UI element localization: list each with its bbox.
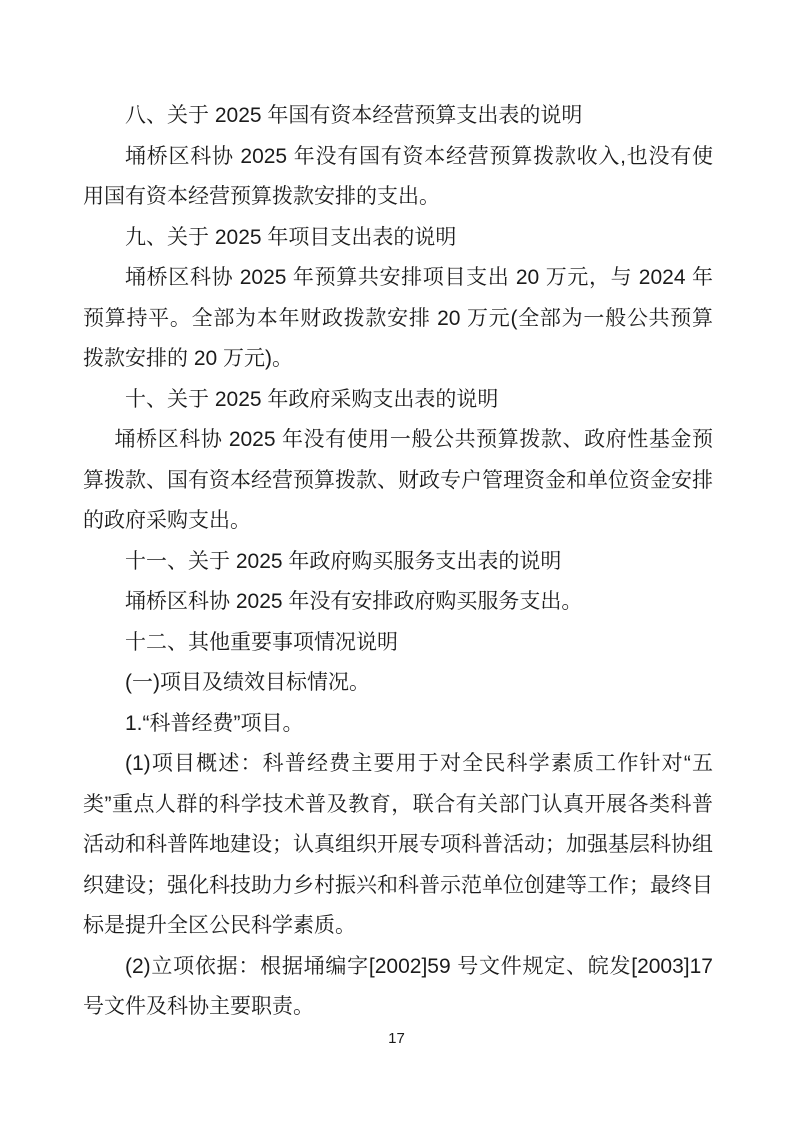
paragraph: 埇桥区科协 2025 年没有国有资本经营预算拨款收入,也没有使用国有资本经营预算拨款安排的支出。 [83, 144, 713, 208]
paragraph: (1)项目概述：科普经费主要用于对全民科学素质工作针对“五类”重点人群的科学技术普及教育，联合有关部门认真开展各类科普活动和科普阵地建设；认真组织开展专项科普活动；加强基层科协组织建设；强化科技助力乡村振兴和科普示范单位创建等工作；最终目标是提升全区公民科学素质。 [83, 752, 713, 937]
section-heading: 九、关于 2025 年项目支出表的说明 [125, 225, 457, 249]
page-number: 17 [388, 1030, 405, 1047]
section-heading: 八、关于 2025 年国有资本经营预算支出表的说明 [125, 104, 583, 127]
paragraph: 埇桥区科协 2025 年没有使用一般公共预算拨款、政府性基金预算拨款、国有资本经营预算拨款、财政专户管理资金和单位资金安排的政府采购支出。 [83, 428, 713, 532]
section-heading: 十、关于 2025 年政府采购支出表的说明 [125, 387, 499, 411]
section-heading: 十二、其他重要事项情况说明 [125, 630, 398, 654]
paragraph: (2)立项依据：根据埇编字[2002]59 号文件规定、皖发[2003]17 号文件及科协主要职责。 [83, 954, 713, 1018]
document-body [83, 96, 713, 1028]
section-heading: 十一、关于 2025 年政府购买服务支出表的说明 [125, 549, 562, 573]
paragraph: (一)项目及绩效目标情况。 [125, 671, 370, 694]
paragraph: 埇桥区科协 2025 年预算共安排项目支出 20 万元，与 2024 年预算持平。全部为本年财政拨款安排 20 万元(全部为一般公共预算拨款安排的 20 万元)。 [83, 266, 713, 370]
paragraph: 1.“科普经费”项目。 [125, 711, 304, 735]
page-footer [0, 1028, 793, 1050]
paragraph: 埇桥区科协 2025 年没有安排政府购买服务支出。 [125, 590, 583, 613]
